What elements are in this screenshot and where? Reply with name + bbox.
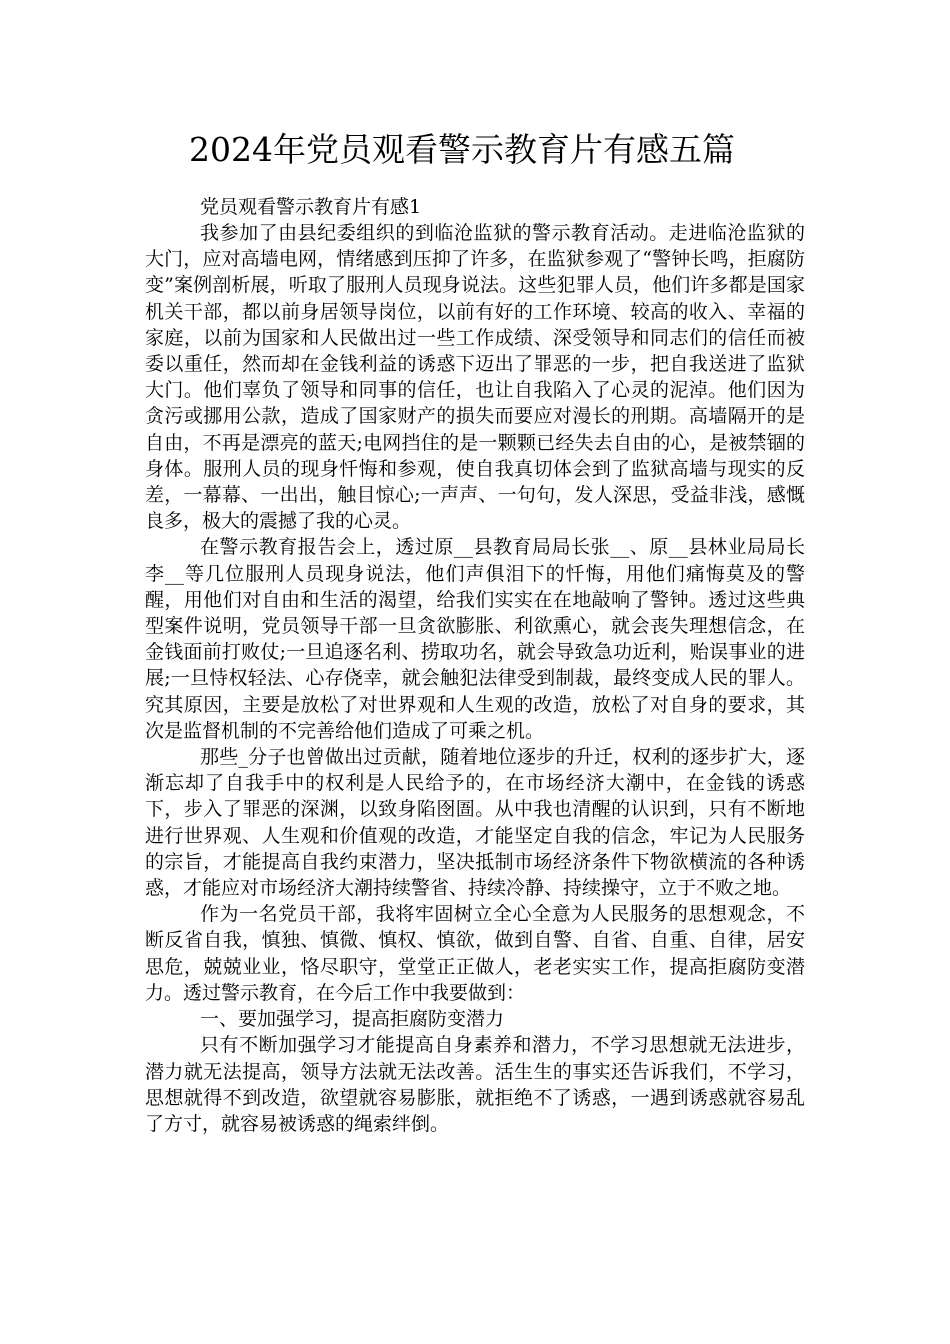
document-title: 2024年党员观看警示教育片有感五篇 [189,130,735,169]
body-paragraph-3: 那些_分子也曾做出过贡献，随着地位逐步的升迁，权利的逐步扩大，逐渐忘却了自我手中的权利是人民给予的，在市场经济大潮中，在金钱的诱惑下，步入了罪恶的深渊，以致身陷囹圄。从中我也清醒的认识到，只有不断地进行世界观、人生观和价值观的改造，才能坚定自我的信念，牢记为人民服务的宗旨，才能提高自我约束潜力，坚决抵制市场经济条件下物欲横流的各种诱惑，才能应对市场经济大潮持续警省、持续冷静、持续操守，立于不败之地。 [145,746,805,900]
body-paragraph-1: 我参加了由县纪委组织的到临沧监狱的警示教育活动。走进临沧监狱的大门，应对高墙电网，情绪感到压抑了许多，在监狱参观了“警钟长鸣，拒腐防变”案例剖析展，听取了服刑人员现身说法。这些犯罪人员，他们许多都是国家机关干部，都以前身居领导岗位，以前有好的工作环境、较高的收入、幸福的家庭，以前为国家和人民做出过一些工作成绩、深受领导和同志们的信任而被委以重任，然而却在金钱利益的诱惑下迈出了罪恶的一步，把自我送进了监狱大门。他们辜负了领导和同事的信任，也让自我陷入了心灵的泥淖。他们因为贪污或挪用公款，造成了国家财产的损失而要应对漫长的刑期。高墙隔开的是自由，不再是漂亮的蓝天;电网挡住的是一颗颗已经失去自由的心，是被禁锢的身体。服刑人员的现身忏悔和参观，使自我真切体会到了监狱高墙与现实的反差，一幕幕、一出出，触目惊心;一声声、一句句，发人深思，受益非浅，感慨良多，极大的震撼了我的心灵。 [145,222,805,533]
section-heading: 一、要加强学习，提高拒腐防变潜力 [200,1008,505,1031]
body-paragraph-4: 作为一名党员干部，我将牢固树立全心全意为人民服务的思想观念，不断反省自我，慎独、慎微、慎权、慎欲，做到自警、自省、自重、自律，居安思危，兢兢业业，恪尽职守，堂堂正正做人，老老实实工作，提高拒腐防变潜力。透过警示教育，在今后工作中我要做到： [145,903,805,1004]
document-page [145,0,805,1137]
body-paragraph-2: 在警示教育报告会上，透过原__县教育局局长张__、原__县林业局局长李__等几位服刑人员现身说法，他们声俱泪下的忏悔，用他们痛悔莫及的警醒，用他们对自由和生活的渴望，给我们实实在在地敲响了警钟。透过这些典型案件说明，党员领导干部一旦贪欲膨胀、利欲熏心，就会丧失理想信念，在金钱面前打败仗;一旦追逐名利、捞取功名，就会导致急功近利，贻误事业的进展;一旦恃权轻法、心存侥幸，就会触犯法律受到制裁，最终变成人民的罪人。究其原因，主要是放松了对世界观和人生观的改造，放松了对自身的要求，其次是监督机制的不完善给他们造成了可乘之机。 [145,536,805,742]
section-subtitle: 党员观看警示教育片有感1 [200,196,422,218]
body-paragraph-5: 只有不断加强学习才能提高自身素养和潜力，不学习思想就无法进步，潜力就无法提高，领导方法就无法改善。活生生的事实还告诉我们，不学习，思想就得不到改造，欲望就容易膨胀，就拒绝不了诱惑，一遇到诱惑就容易乱了方寸，就容易被诱惑的绳索绊倒。 [145,1034,805,1135]
